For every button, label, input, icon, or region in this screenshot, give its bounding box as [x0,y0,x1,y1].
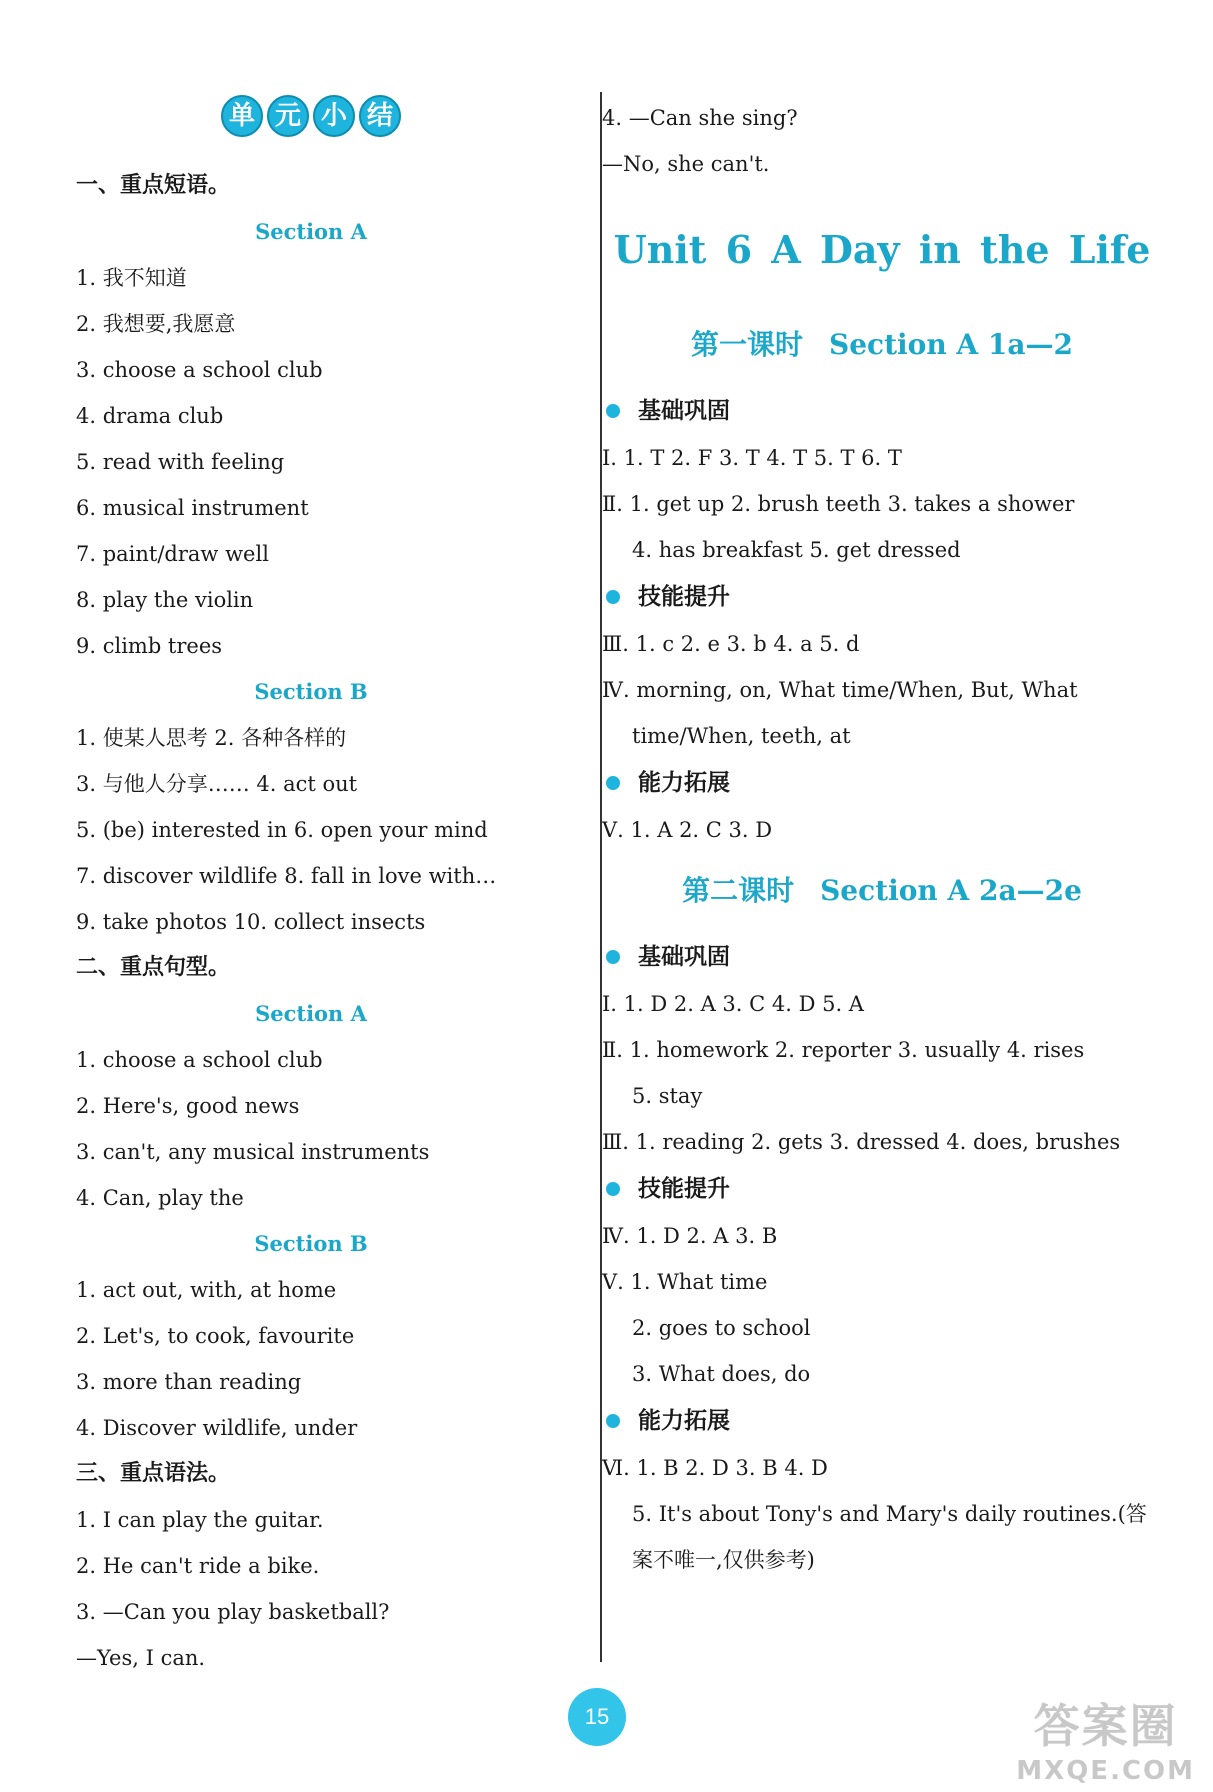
list-item: 1. 使某人思考 2. 各种各样的 [76,726,347,750]
list-item: 2. Let's, to cook, favourite [76,1324,355,1348]
section-label: Section A [255,219,367,244]
list-item: 7. paint/draw well [76,542,269,566]
answer-line: Ⅱ. 1. homework 2. reporter 3. usually 4. rises [602,1038,1085,1062]
list-item: 1. choose a school club [76,1048,323,1072]
subsection-heading [602,933,1162,981]
list-item: 2. Here's, good news [76,1094,300,1118]
section-label: Section B [254,1231,368,1256]
answer-line: Ⅰ. 1. D 2. A 3. C 4. D 5. A [602,992,864,1016]
title-char: 小 [313,95,355,137]
list-item: 8. play the violin [76,588,254,612]
answer-line: Ⅵ. 1. B 2. D 3. B 4. D [602,1456,828,1480]
subsection-heading [602,573,1162,621]
subsection-label: 能力拓展 [638,770,730,796]
page-number: 15 [568,1688,626,1746]
answer-line: Ⅲ. 1. reading 2. gets 3. dressed 4. does, brushes [602,1130,1121,1154]
subsection-heading [602,759,1162,807]
bullet-icon [606,776,620,790]
bullet-icon [606,590,620,604]
answer-line: 4. has breakfast 5. get dressed [632,538,961,562]
answer-line: Ⅴ. 1. What time [602,1270,768,1294]
list-item: 3. choose a school club [76,358,323,382]
list-item: 2. 我想要,我愿意 [76,312,236,336]
answer-line: Ⅳ. 1. D 2. A 3. B [602,1224,778,1248]
subsection-label: 技能提升 [638,584,730,610]
unit-summary-title [76,95,546,153]
subsection-label: 基础巩固 [638,944,730,970]
part3-heading: 三、重点语法。 [76,1461,231,1486]
answer-line: time/When, teeth, at [632,724,851,748]
subsection-heading [602,1397,1162,1445]
list-item: 5. (be) interested in 6. open your mind [76,818,488,842]
answer-line: Ⅴ. 1. A 2. C 3. D [602,818,773,842]
section-label: Section B [254,679,368,704]
left-column [76,95,546,1681]
lesson2-answers [602,933,1162,1583]
sentence-list-b [76,1267,546,1451]
answer-line: 2. goes to school [632,1316,811,1340]
list-item: 9. climb trees [76,634,223,658]
list-item: 1. act out, with, at home [76,1278,337,1302]
list-item: 4. drama club [76,404,224,428]
lesson-section: Section A 1a—2 [829,328,1074,361]
list-item: 4. Can, play the [76,1186,244,1210]
lesson-title [602,313,1162,377]
list-item: 3. more than reading [76,1370,302,1394]
watermark [1016,1690,1195,1786]
answer-line: 案不唯一,仅供参考) [632,1548,815,1572]
subsection-label: 能力拓展 [638,1408,730,1434]
list-item: —Yes, I can. [76,1646,206,1670]
watermark-logo: 答案圈 [1033,1699,1178,1753]
right-column [602,95,1162,1583]
bullet-icon [606,1414,620,1428]
lesson1-answers [602,387,1162,853]
watermark-url: MXQE.COM [1016,1756,1195,1786]
list-item: 1. I can play the guitar. [76,1508,324,1532]
subsection-heading [602,1165,1162,1213]
bullet-icon [606,1182,620,1196]
bullet-icon [606,950,620,964]
answer-line: Ⅲ. 1. c 2. e 3. b 4. a 5. d [602,632,860,656]
list-item: 3. —Can you play basketball? [76,1600,390,1624]
list-item: 4. Discover wildlife, under [76,1416,358,1440]
answer-line: Ⅰ. 1. T 2. F 3. T 4. T 5. T 6. T [602,446,902,470]
list-item: 7. discover wildlife 8. fall in love with… [76,864,497,888]
answer-line: Ⅱ. 1. get up 2. brush teeth 3. takes a shower [602,492,1075,516]
list-item: 5. read with feeling [76,450,285,474]
part1-heading: 一、重点短语。 [76,173,231,198]
subsection-heading [602,387,1162,435]
answer-line: 5. It's about Tony's and Mary's daily routines.(答 [632,1502,1147,1526]
lesson-number: 第一课时 [690,328,803,361]
list-item: 2. He can't ride a bike. [76,1554,320,1578]
subsection-label: 技能提升 [638,1176,730,1202]
answer-line: 5. stay [632,1084,703,1108]
list-item: —No, she can't. [602,152,770,176]
sentence-list-a [76,1037,546,1221]
unit-title: Unit 6 A Day in the Life [613,227,1151,272]
lesson-section: Section A 2a—2e [820,874,1082,907]
lesson-number: 第二课时 [682,874,795,907]
answer-line: 3. What does, do [632,1362,811,1386]
part2-heading: 二、重点句型。 [76,955,231,980]
list-item: 3. 与他人分享…… 4. act out [76,772,358,796]
answer-line: Ⅳ. morning, on, What time/When, But, What [602,678,1078,702]
list-item: 9. take photos 10. collect insects [76,910,426,934]
title-char: 元 [267,95,309,137]
phrase-list-a [76,255,546,669]
list-item: 1. 我不知道 [76,266,187,290]
list-item: 3. can't, any musical instruments [76,1140,430,1164]
title-char: 单 [221,95,263,137]
title-char: 结 [359,95,401,137]
list-item: 6. musical instrument [76,496,309,520]
section-label: Section A [255,1001,367,1026]
bullet-icon [606,404,620,418]
list-item: 4. —Can she sing? [602,106,798,130]
subsection-label: 基础巩固 [638,398,730,424]
grammar-list [76,1497,546,1681]
lesson-title [602,859,1162,923]
phrase-list-b [76,715,546,945]
